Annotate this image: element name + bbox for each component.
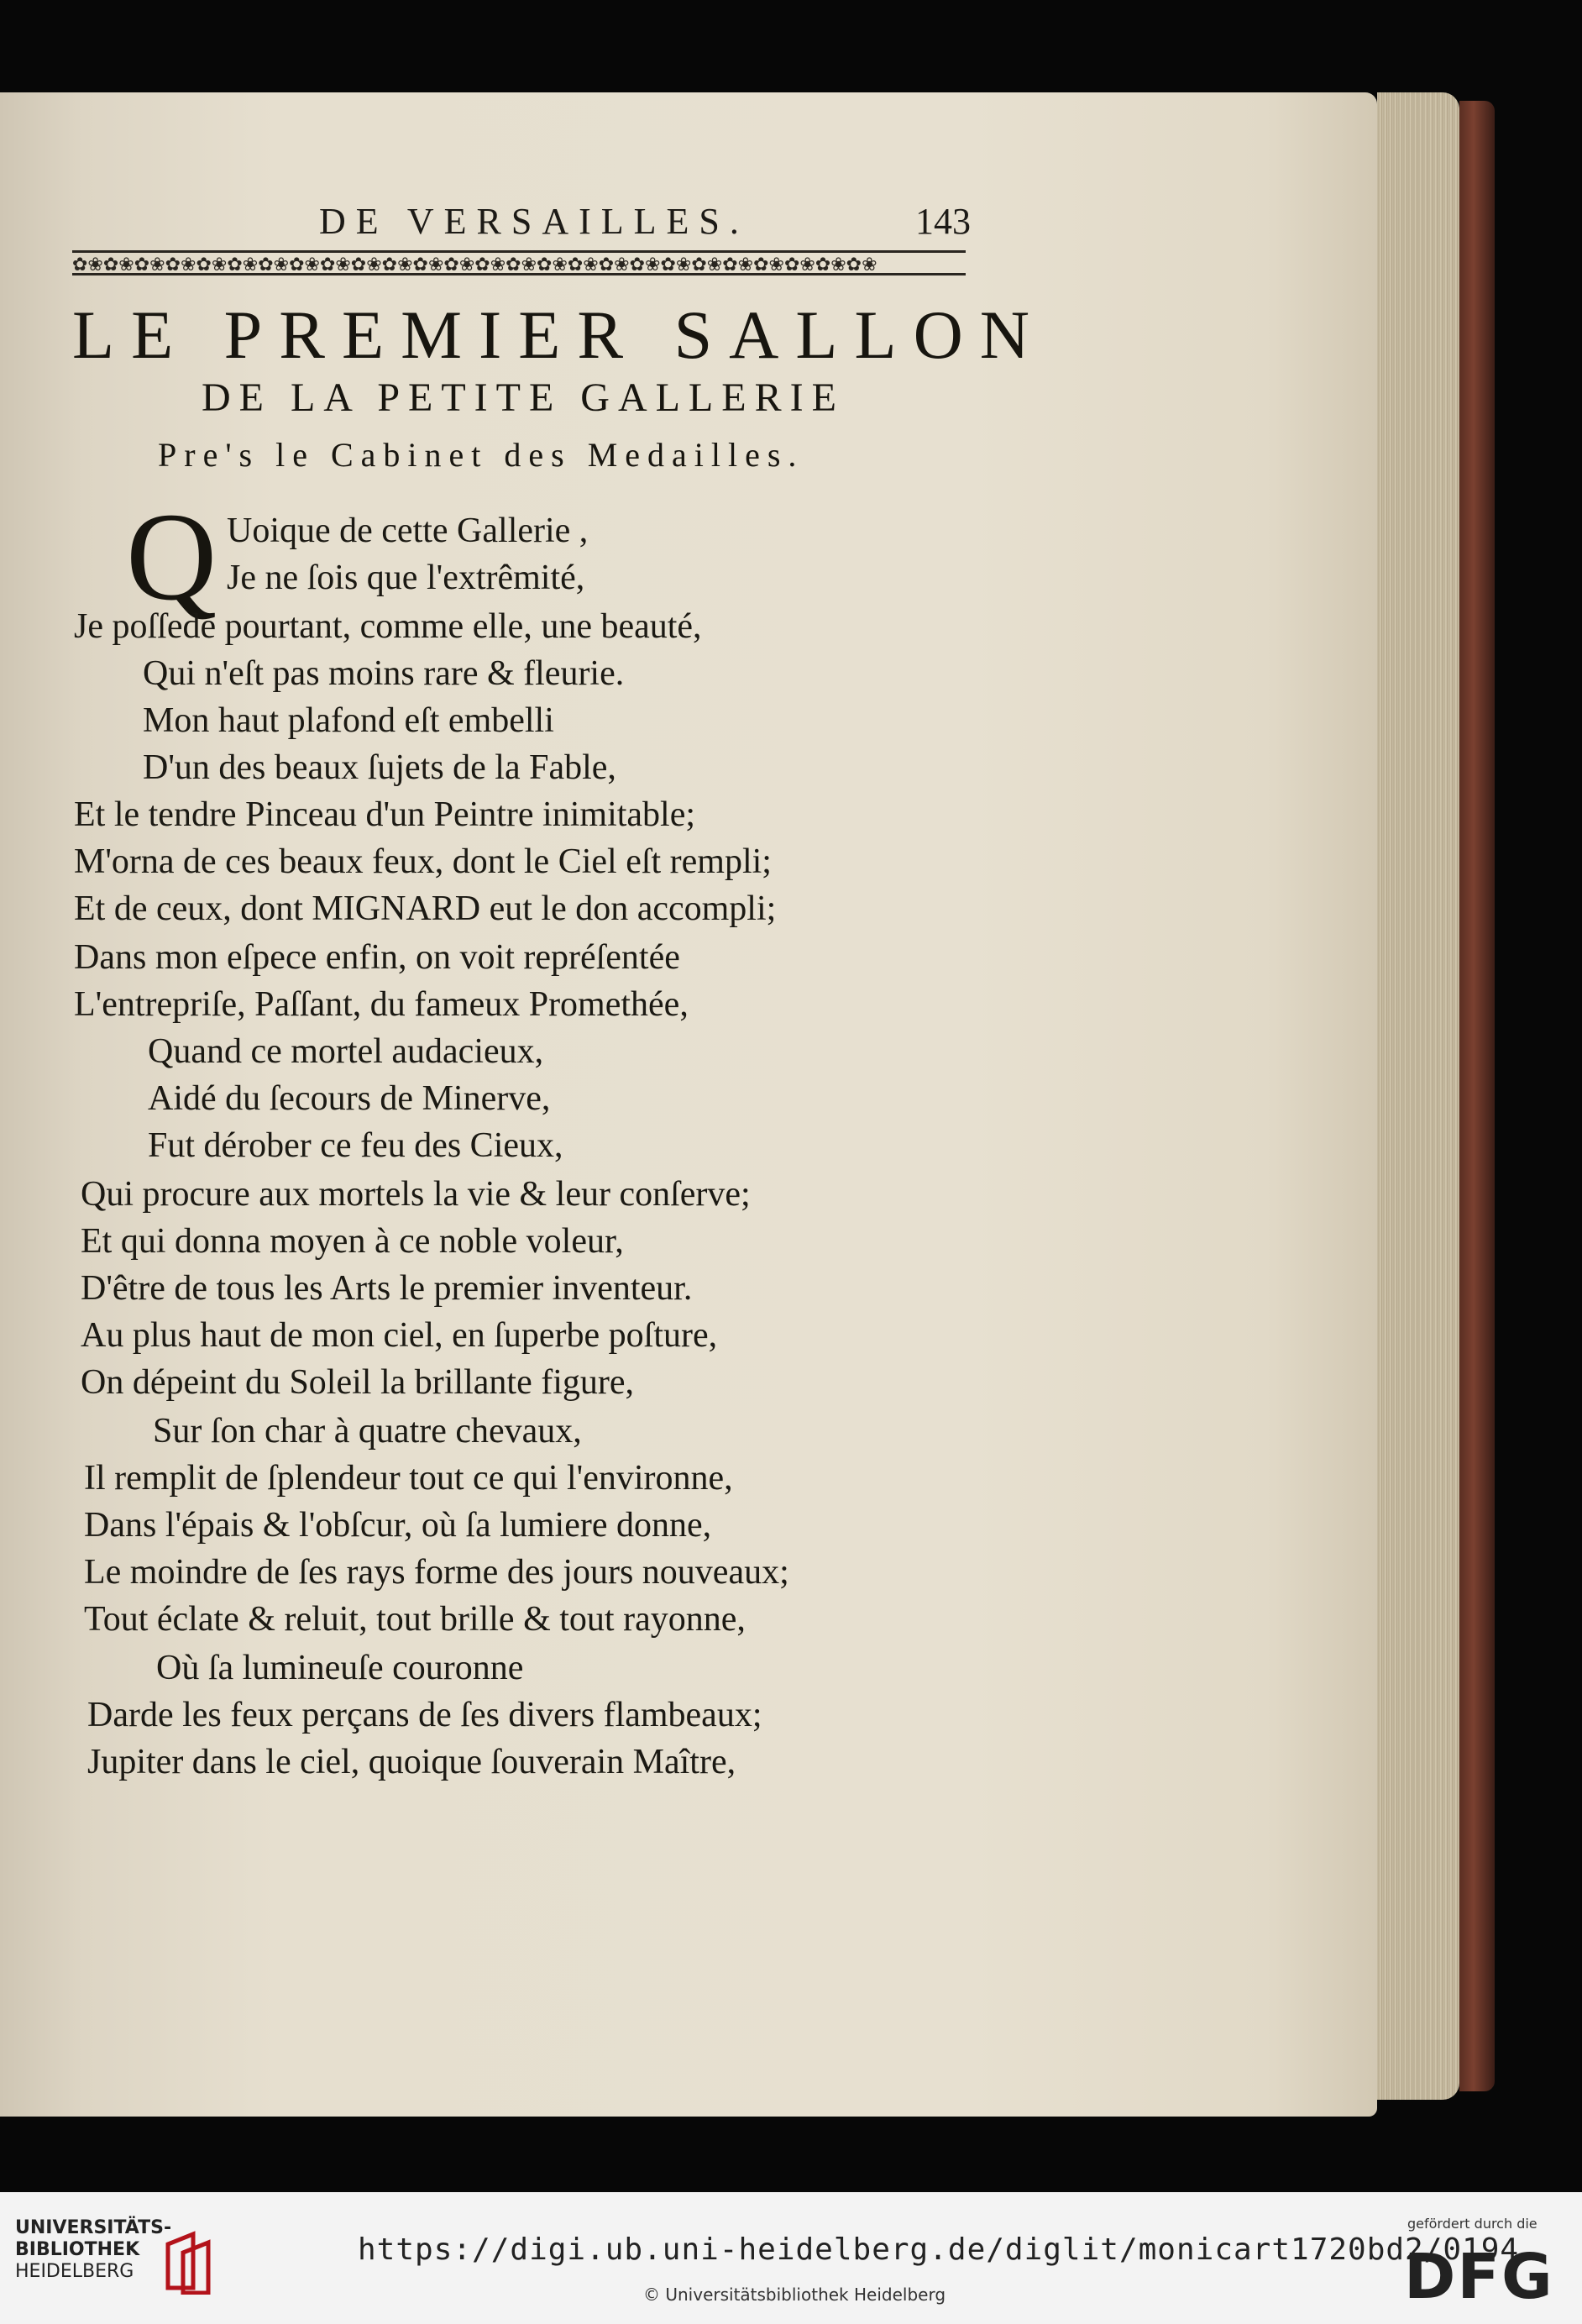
page-number: 143 (915, 201, 971, 242)
permalink-url[interactable]: https://digi.ub.uni-heidelberg.de/diglit/monicart1720bd2/0194 (358, 2232, 1520, 2267)
library-name-line3: HEIDELBERG (15, 2261, 134, 2282)
page-edges (1377, 92, 1459, 2100)
poem-line: Il remplit de ſplendeur tout ce qui l'environne, (84, 1459, 733, 1498)
funded-by-label: gefördert durch die (1407, 2216, 1537, 2232)
ornament-band: ✿❀✿❀✿❀✿❀✿❀✿❀✿❀✿❀✿❀✿❀✿❀✿❀✿❀✿❀✿❀✿❀✿❀✿❀✿❀✿❀✿❀✿❀✿❀✿❀✿❀✿❀ (72, 250, 966, 275)
running-head-title: DE VERSAILLES. (319, 201, 749, 242)
poem-line: D'un des beaux ſujets de la Fable, (143, 748, 616, 787)
poem-line: Darde les feux perçans de ſes divers flambeaux; (87, 1696, 762, 1734)
drop-cap: Q (126, 487, 217, 627)
poem-line: Aidé du ſecours de Minerve, (148, 1079, 551, 1118)
poem-line: Et le tendre Pinceau d'un Peintre inimitable; (74, 795, 696, 834)
heading-location: Pre's le Cabinet des Medailles. (158, 436, 804, 474)
library-name-line2: BIBLIOTHEK (15, 2239, 140, 2260)
copyright-notice: © Universitätsbibliothek Heidelberg (643, 2285, 946, 2305)
poem-line: On dépeint du Soleil la brillante figure, (81, 1363, 634, 1402)
poem-line: Au plus haut de mon ciel, en ſuperbe poſture, (81, 1316, 718, 1355)
footer-bar (0, 2192, 1582, 2324)
library-logo-text[interactable] (15, 2217, 171, 2283)
book-cover-edge (1459, 101, 1495, 2091)
poem-line: M'orna de ces beaux feux, dont le Ciel eſt rempli; (74, 842, 772, 881)
poem-line: Uoique de cette Gallerie , (227, 511, 589, 550)
poem-line: Sur ſon char à quatre chevaux, (153, 1412, 582, 1451)
dfg-logo[interactable]: DFG (1404, 2241, 1554, 2313)
poem-line: Je ne ſois que l'extrêmité, (227, 559, 585, 597)
poem-line: Qui procure aux mortels la vie & leur conſerve; (81, 1175, 751, 1214)
poem-line: D'être de tous les Arts le premier inventeur. (81, 1269, 693, 1308)
heading-sub: DE LA PETITE GALLERIE (202, 375, 845, 420)
poem-line: Fut dérober ce feu des Cieux, (148, 1126, 563, 1165)
poem-line: Mon haut plafond eſt embelli (143, 701, 554, 740)
poem-line: Dans l'épais & l'obſcur, où ſa lumiere donne, (84, 1506, 712, 1545)
poem-line: Je poſſede pourtant, comme elle, une beauté, (74, 607, 702, 646)
poem-line: Le moindre de ſes rays forme des jours nouveaux; (84, 1553, 789, 1592)
poem-line: L'entrepriſe, Paſſant, du fameux Promethée, (74, 985, 689, 1024)
poem-line: Qui n'eſt pas moins rare & fleurie. (143, 654, 625, 693)
library-name-line1: UNIVERSITÄTS- (15, 2217, 172, 2238)
poem-line: Quand ce mortel audacieux, (148, 1032, 544, 1071)
heading-main: LE PREMIER SALLON (72, 296, 1046, 373)
poem-line: Où ſa lumineuſe couronne (156, 1649, 524, 1687)
poem-line: Jupiter dans le ciel, quoique ſouverain Maître, (87, 1743, 736, 1781)
poem-line: Et de ceux, dont MIGNARD eut le don accompli; (74, 889, 777, 928)
poem-line: Tout éclate & reluit, tout brille & tout rayonne, (84, 1600, 746, 1639)
poem-line: Dans mon eſpece enfin, on voit repréſentée (74, 938, 680, 977)
poem-line: Et qui donna moyen à ce noble voleur, (81, 1222, 624, 1261)
library-logo-icon[interactable] (160, 2227, 218, 2295)
